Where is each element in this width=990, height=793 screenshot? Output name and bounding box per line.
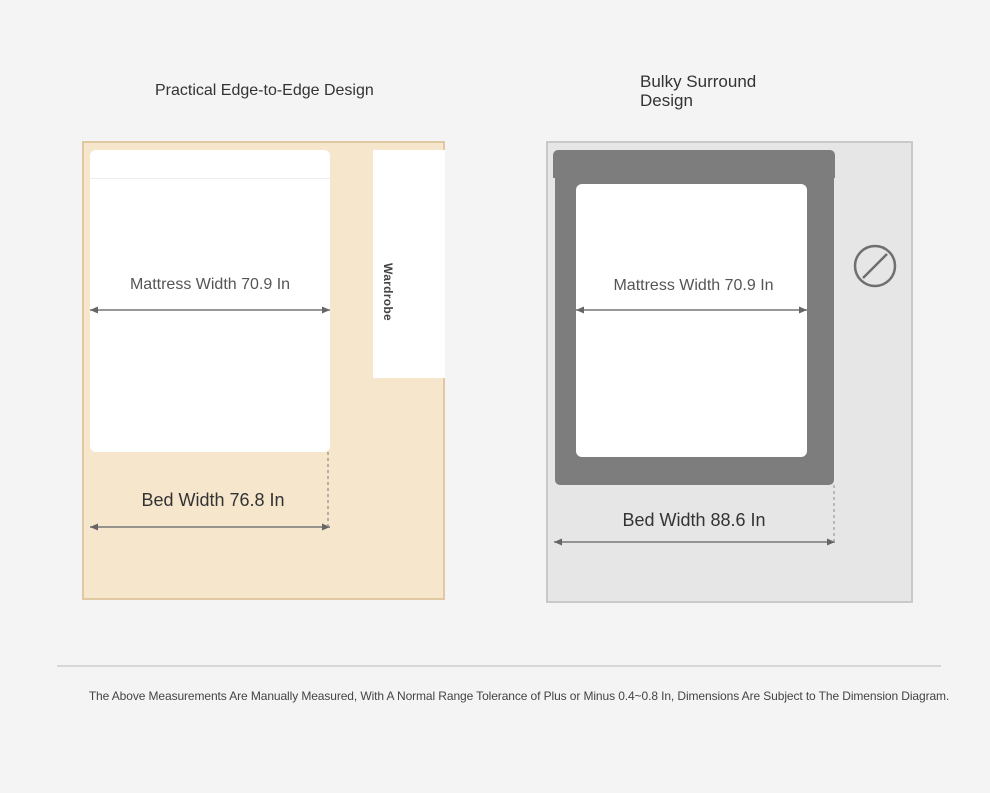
- right-mattress-width-label: Mattress Width 70.9 In: [613, 277, 774, 294]
- right-bed-width-label: Bed Width 88.6 In: [622, 510, 766, 530]
- right-design-title: Bulky Surround Design: [640, 72, 757, 110]
- wardrobe-label: Wardrobe: [381, 263, 395, 321]
- left-bed-width-label: Bed Width 76.8 In: [141, 490, 285, 510]
- measurement-footnote: The Above Measurements Are Manually Measured, With A Normal Range Tolerance of Plus or Minus 0.4~0.8 In, Dimensions Are Subject to The Dimension Diagram.: [88, 689, 950, 703]
- prohibited-icon: [853, 244, 897, 288]
- divider: [57, 665, 941, 667]
- right-mattress: [576, 184, 807, 457]
- left-design-title: Practical Edge-to-Edge Design: [155, 82, 374, 99]
- left-mattress-width-label: Mattress Width 70.9 In: [129, 276, 291, 293]
- headboard: [553, 150, 835, 178]
- left-mattress: [90, 150, 330, 452]
